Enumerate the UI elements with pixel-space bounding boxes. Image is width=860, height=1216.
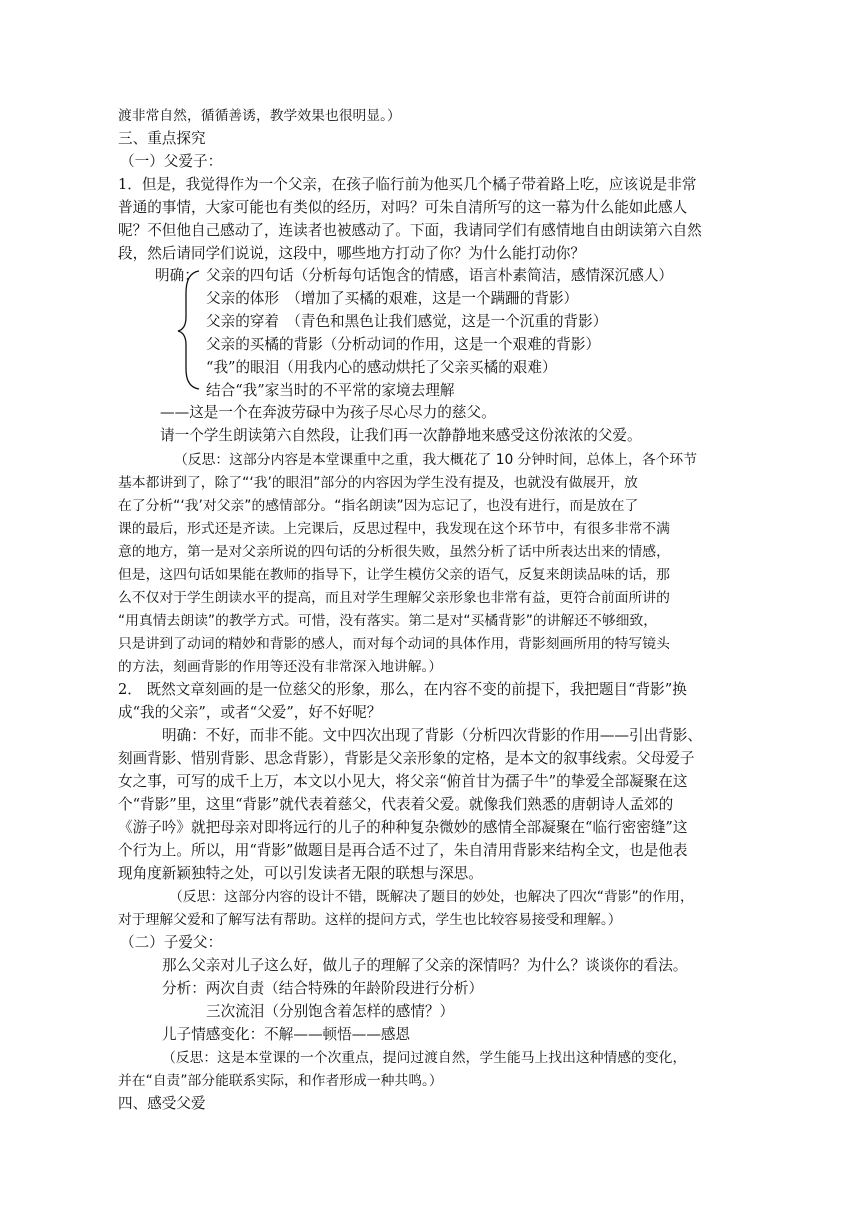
section-heading: 三、重点探究 — [118, 130, 206, 147]
text-line: 成“我的父亲”，或者“父爱”，好不好呢？ — [118, 704, 382, 721]
reflection-line: 在了分析“‘我’对父亲”的感情部分。“指名朗读”因为忘记了，也没有进行，而是放在了 — [118, 498, 639, 514]
text-line: 女之事，可写的成千上万，本文以小见大，将父亲“俯首甘为孺子牛”的挚爱全部凝聚在这 — [118, 773, 688, 790]
reflection-line: 课的最后，形式还是齐读。上完课后，反思过程中，我发现在这个环节中，有很多非常不满 — [118, 521, 670, 537]
text-line: 明确：不好，而非不能。文中四次出现了背影（分析四次背影的作用——引出背影、 — [162, 727, 702, 744]
text-line: 2． 既然文章刻画的是一位慈父的形象，那么，在内容不变的前提下，我把题目“背影”换 — [118, 681, 687, 698]
curly-brace-icon — [175, 269, 201, 391]
reflection-line: （反思：这部分内容的设计不错，既解决了题目的妙处，也解决了四次“背影”的作用， — [169, 889, 694, 905]
text-line: 个行为上。所以，用“背影”做题目是再合适不过了，朱自清用背影来结构全文，也是他表 — [118, 842, 688, 859]
text-line: 1．但是，我觉得作为一个父亲，在孩子临行前为他买几个橘子带着路上吃，应该说是非常 — [118, 176, 697, 193]
text-line: 段，然后请同学们说说，这段中，哪些地方打动了你？为什么能打动你？ — [118, 245, 586, 262]
text-line: 个“背影”里，这里“背影”就代表着慈父，代表着父爱。就像我们熟悉的唐朝诗人孟郊的 — [118, 796, 674, 813]
brace-item: 父亲的买橘的背影（分析动词的作用，这是一个艰难的背影） — [206, 336, 601, 353]
reflection-line: 对于理解父爱和了解写法有帮助。这样的提问方式，学生也比较容易接受和理解。） — [118, 912, 622, 928]
text-line: ——这是一个在奔波劳碌中为孩子尽心尽力的慈父。 — [160, 404, 496, 421]
text-line: 请一个学生朗读第六自然段，让我们再一次静静地来感受这份浓浓的父爱。 — [160, 427, 642, 444]
text-line: 儿子情感变化：不解——顿悟——感恩 — [162, 1026, 411, 1043]
subsection-heading: （一）父爱子： — [120, 153, 223, 170]
reflection-line: （反思：这是本堂课的一个次重点，提问过渡自然，学生能马上找出这种情感的变化， — [162, 1050, 687, 1066]
brace-item: 父亲的体形 （增加了买橘的艰难，这是一个蹒跚的背影） — [206, 290, 579, 307]
reflection-line: 意的地方，第一是对父亲所说的四句话的分析很失败，虽然分析了话中所表达出来的情感， — [118, 544, 670, 560]
text-line: 《游子吟》就把母亲对即将远行的儿子的种种复杂微妙的感情全部凝聚在“临行密密缝”这 — [118, 819, 688, 836]
text-line: 呢？不但他自己感动了，连读者也被感动了。下面，我请同学们有感情地自由朗读第六自然 — [118, 222, 702, 239]
text-line: 普通的事情，大家可能也有类似的经历，对吗？可朱自清所写的这一幕为什么能如此感人 — [118, 199, 688, 216]
reflection-line: 只是讲到了动词的精妙和背影的感人，而对每个动词的具体作用，背影刻画所用的特写镜头 — [118, 636, 670, 652]
text-line: 那么父亲对儿子这么好，做儿子的理解了父亲的深情吗？为什么？谈谈你的看法。 — [162, 957, 688, 974]
text-line: 现角度新颖独特之处，可以引发读者无限的联想与深思。 — [118, 865, 483, 882]
reflection-line: 么不仅对于学生朗读水平的提高，而且对学生理解父亲形象也非常有益，更符合前面所讲的 — [118, 590, 670, 606]
text-line: 刻画背影、惜别背影、思念背影），背影是父亲形象的定格，是本文的叙事线索。父母爱子 — [118, 750, 695, 767]
brace-item: 结合“我”家当时的不平常的家境去理解 — [206, 382, 455, 399]
brace-item: 父亲的四句话（分析每句话饱含的情感，语言朴素简洁，感情深沉感人） — [206, 267, 674, 284]
reflection-line: “用真情去朗读”的教学方式。可惜，没有落实。第二是对“买橘背影”的讲解还不够细致， — [118, 613, 658, 629]
reflection-line: 基本都讲到了，除了“‘我’的眼泪”部分的内容因为学生没有提及，也就没有做展开，放 — [118, 475, 638, 491]
reflection-line: （反思：这部分内容是本堂课重中之重，我大概花了 10 分钟时间，总体上，各个环节 — [174, 452, 698, 468]
text-line: 分析：两次自责（结合特殊的年龄阶段进行分析） — [162, 980, 484, 997]
text-line: 渡非常自然，循循善诱，教学效果也很明显。） — [118, 108, 401, 124]
text-line: 三次流泪（分别饱含着怎样的感情？） — [206, 1003, 455, 1020]
subsection-heading: （二）子爱父： — [120, 934, 223, 951]
reflection-line: 的方法，刻画背影的作用等还没有非常深入地讲解。） — [118, 659, 443, 675]
section-heading: 四、感受父爱 — [118, 1095, 206, 1112]
brace-item: 父亲的穿着 （青色和黑色让我们感觉，这是一个沉重的背影） — [206, 313, 608, 330]
brace-item: “我”的眼泪（用我内心的感动烘托了父亲买橘的艰难） — [206, 359, 557, 376]
reflection-line: 并在“自责”部分能联系实际，和作者形成一种共鸣。） — [118, 1073, 443, 1089]
reflection-line: 但是，这四句话如果能在教师的指导下，让学生模仿父亲的语气，反复来朗读品味的话，那 — [118, 567, 670, 583]
clarify-label: 明确： — [155, 267, 199, 284]
